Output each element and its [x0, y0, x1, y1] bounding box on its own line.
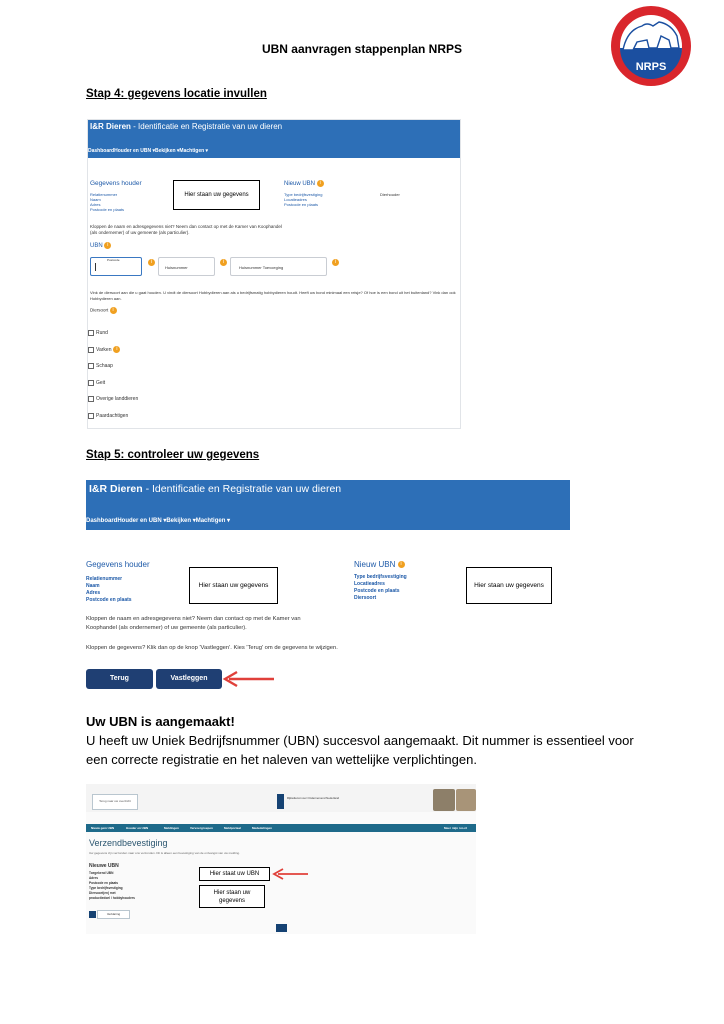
kvk-notice: Kloppen de naam en adresgegevens niet? Neem dan contact op met de Kamer van Koophandel (als ondernemer) of uw gemeente (als particulier). [90, 224, 282, 235]
nrps-logo [609, 4, 693, 88]
nav-item[interactable]: Meer mijn rvo.nl [444, 826, 468, 830]
logo-text: NRPS [635, 61, 667, 73]
holder-section-title: Gegevens houder [86, 560, 150, 569]
checkbox-geit[interactable]: Geit [88, 380, 105, 386]
new-ubn-section-title: Nieuw UBN i [284, 180, 324, 187]
dierhouder-value: Dierhouder [380, 192, 400, 197]
step5-screenshot [86, 480, 570, 690]
main-menu[interactable]: DashboardHouder en UBN ▾Bekijken ▾Machtigen ▾ [86, 518, 231, 524]
intro-text: Uw gegevens zijn verzonden naar ons verzonden. Dit is alleen een bevestiging van de ontvangst van uw melding. [89, 851, 240, 855]
details-placeholder-box: Hier staan uw gegevens [199, 885, 265, 908]
gov-name: Rijksdienst voor Ondernemend Nederland [287, 796, 340, 800]
checkbox-varken[interactable]: Varken i [88, 346, 120, 353]
success-title: Uw UBN is aangemaakt! [86, 714, 235, 729]
text-caret [95, 263, 96, 271]
holder-data-placeholder: Hier staan uw gegevens [173, 180, 260, 210]
nav-item[interactable]: Nieuw gem UBN [91, 826, 115, 830]
step4-screenshot [87, 119, 461, 429]
info-icon[interactable]: i [317, 180, 324, 187]
page-title: Verzendbevestiging [89, 838, 168, 848]
diersoort-label: Diersoort i [90, 307, 117, 314]
postcode-label: Postcode [107, 258, 120, 262]
new-ubn-data-placeholder: Hier staan uw gegevens [466, 567, 552, 604]
nav-item[interactable]: Houder en UBN [126, 826, 149, 830]
holder-data-placeholder: Hier staan uw gegevens [189, 567, 278, 604]
postcode-input[interactable] [90, 257, 142, 276]
housenumber-input[interactable]: Huisnummer [158, 257, 215, 276]
step5-heading: Stap 5: controleer uw gegevens [86, 449, 260, 461]
animal-photo-icon [456, 789, 476, 811]
step5-banner [86, 480, 570, 530]
info-icon[interactable]: i [220, 259, 227, 266]
checkbox-overige-landdieren[interactable]: Overige landdieren [88, 396, 138, 402]
nav-item[interactable]: Vervoergroepen [190, 826, 213, 830]
app-title: I&R Dieren - Identificatie en Registratie van uw dieren [90, 122, 283, 131]
back-button[interactable]: Terug [86, 669, 153, 689]
gov-logo-icon [277, 794, 284, 809]
nav-item[interactable]: Mededelingen [252, 826, 273, 830]
info-icon[interactable]: i [110, 307, 117, 314]
ubn-label: UBN i [90, 242, 111, 249]
confirmation-screenshot [86, 784, 476, 934]
rvo-nav [86, 824, 476, 832]
info-icon[interactable]: i [113, 346, 120, 353]
print-button[interactable]: Verklaring [97, 910, 130, 919]
animal-photo-icon [433, 789, 455, 811]
ubn-placeholder-box: Hier staat uw UBN [199, 867, 270, 881]
step4-banner [88, 120, 460, 158]
nav-item[interactable]: Meldingen [164, 826, 179, 830]
checkbox-paardachtigen[interactable]: Paardachtigen [88, 413, 128, 419]
holder-fields: Relatienummer Naam Adres Postcode en plaats [86, 576, 132, 603]
holder-section-title: Gegevens houder [90, 180, 142, 187]
nav-item[interactable]: Meldportaal [224, 826, 241, 830]
info-icon[interactable]: i [104, 242, 111, 249]
section-title: Nieuwe UBN [89, 863, 119, 869]
info-icon[interactable]: i [332, 259, 339, 266]
confirmation-fields: Toegekend UBN Adres Postcode en plaats Type bedrijfsvestiging Diersoort(en) met productiedoel / hobbyhouders [89, 871, 135, 900]
print-icon[interactable] [89, 911, 96, 918]
holder-fields: Relatienummer Naam Adres Postcode en plaats [90, 192, 125, 212]
success-text: U heeft uw Uniek Bedrijfsnummer (UBN) succesvol aangemaakt. Dit nummer is essentieel voor een correcte registratie en het naleven van wettelijke verplichtingen. [86, 733, 634, 767]
info-icon[interactable]: i [398, 561, 405, 568]
document-title: UBN aanvragen stappenplan NRPS [261, 42, 463, 56]
new-ubn-section-title: Nieuw UBN i [354, 560, 405, 569]
save-button[interactable]: Vastleggen [156, 669, 222, 689]
checkbox-schaap[interactable]: Schaap [88, 363, 113, 369]
main-menu[interactable]: DashboardHouder en UBN ▾Bekijken ▾Machtigen ▾ [88, 148, 209, 154]
new-ubn-fields: Type bedrijfsvestiging Locatieadres Postcode en plaats [284, 192, 323, 207]
info-icon[interactable]: i [148, 259, 155, 266]
new-ubn-fields: Type bedrijfsvestiging Locatieadres Postcode en plaats Diersoort [354, 574, 407, 601]
confirm-instructions: Kloppen de gegevens? Klik dan op de knop 'Vastleggen'. Kies 'Terug' om de gegevens te wijzigen. [86, 645, 338, 651]
diersoort-instructions: Vink de diersoort aan die u gaat houden. U vindt de diersoort Hobbydieren aan als u bedrijfsmatig hobbydieren houdt. Heeft uw bond minimaal een reisje? Of hoe is een bond uit het buitenland? Vink dan ook Hobbydieren aan. [90, 290, 456, 301]
scroll-top-button[interactable] [276, 924, 287, 932]
housenumber-suffix-input[interactable]: Huisnummer Toevoeging [230, 257, 327, 276]
red-arrow-icon [272, 868, 308, 880]
checkbox-rund[interactable]: Rund [88, 330, 108, 336]
back-to-overview-box[interactable]: Terug naar uw overzicht [92, 794, 138, 810]
kvk-notice: Kloppen de naam en adresgegevens niet? Neem dan contact op met de Kamer van Koophandel (als ondernemer) of uw gemeente (als particulier). [86, 616, 301, 631]
app-title: I&R Dieren - Identificatie en Registratie van uw dieren [89, 483, 342, 495]
step4-heading: Stap 4: gegevens locatie invullen [86, 88, 267, 100]
red-arrow-icon [222, 670, 274, 688]
